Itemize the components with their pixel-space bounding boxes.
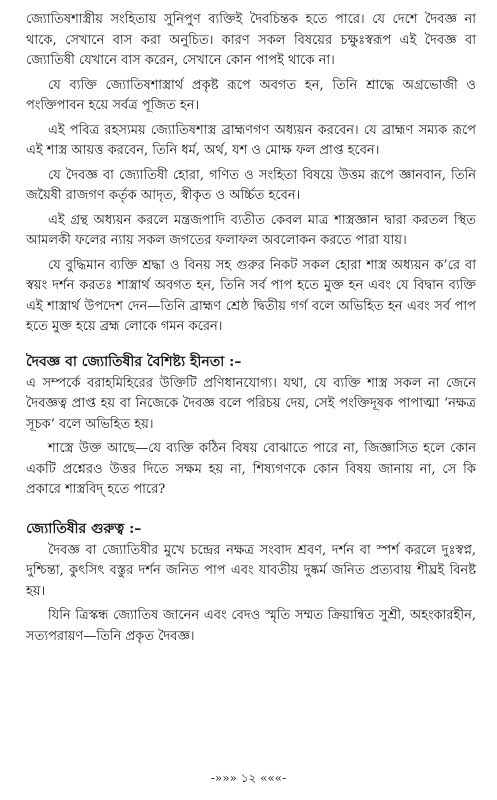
paragraph: দৈবজ্ঞ বা জ্যোতিষীর মুখে চন্দ্রের নক্ষত্র সংবাদ শ্রবণ, দর্শন বা স্পর্শ করলে দুঃস্বপ্ন, দুশ্চিন্তা, কুৎসিৎ বস্তুর দর্শন জনিত পাপ এবং যাবতীয় দুষ্কর্ম জনিত প্রত্যবায় শীঘ্রই বিনষ্ট হয়। xyxy=(26,542,476,599)
paragraph: এ সম্পর্কে বরাহমিহিরের উক্তিটি প্রণিধানযোগ্য। যথা, যে ব্যক্তি শাস্ত্র সকল না জেনে দৈবজ্ঞত্ব প্রাপ্ত হয় বা নিজেকে দৈবজ্ঞ বলে পরিচয় দেয়, সেই পংক্তিদূষক পাপাত্মা ‘নক্ষত্র সূচক’ বলে অভিহিত হয়। xyxy=(26,375,476,432)
paragraph: যে ব্যক্তি জ্যোতিষশাস্ত্রার্থ প্রকৃষ্ট রূপে অবগত হন, তিনি শ্রাদ্ধে অগ্রভোজী ও পংক্তিপাবন হয়ে সর্বত্র পূজিত হন। xyxy=(26,77,476,113)
paragraph: যে বুদ্ধিমান ব্যক্তি শ্রদ্ধা ও বিনয় সহ গুরুর নিকট সকল হোরা শাস্ত্র অধ্যয়ন ক’রে বা স্বয়ং দর্শন করতঃ শাস্ত্রার্থ অবগত হন, তিনি সর্ব পাপ হতে মুক্ত হন এবং যে বিদ্বান ব্যক্তি এই শাস্ত্রার্থ উপদেশ দেন—তিনি ব্রাহ্মণ শ্রেষ্ঠ দ্বিতীয় গর্গ বলে অভিহিত হন এবং সর্ব পাপ হতে মুক্ত হয়ে ব্রহ্ম লোকে গমন করেন। xyxy=(26,257,476,334)
section-heading: জ্যোতিষীর গুরুত্ব :– xyxy=(26,520,142,537)
paragraph: এই গ্রন্থ অধ্যয়ন করলে মন্ত্রজপাদি ব্যতীত কেবল মাত্র শাস্ত্রজ্ঞান দ্বারা করতল স্থিত আমলকী ফলের ন্যায় সকল জগতের ফলাফল অবলোকন করতে পারা যায়। xyxy=(26,212,476,248)
paragraph: যিনি ত্রিস্কন্ধ জ্যোতিষ জানেন এবং বেদও স্মৃতি সম্মত ক্রিয়ান্বিত সুশ্রী, অহংকারহীন, সত্যপরায়ণ—তিনি প্রকৃত দৈবজ্ঞ। xyxy=(26,608,476,644)
section-intro xyxy=(26,10,476,338)
page-content xyxy=(26,10,476,651)
paragraph: যে দৈবজ্ঞ বা জ্যোতিষী হোরা, গণিত ও সংহিতা বিষয়ে উত্তম রূপে জ্ঞানবান, তিনি জয়ৈষী রাজগণ কর্তৃক আদৃত, স্বীকৃত ও অর্চ্চিত হবেন। xyxy=(26,167,476,203)
section-importance xyxy=(26,541,476,648)
page-number: -»»» ১২ «««- xyxy=(210,771,287,785)
paragraph: শাস্ত্রে উক্ত আছে—যে ব্যক্তি কঠিন বিষয় বোঝাতে পারে না, জিজ্ঞাসিত হলে কোন একটি প্রশ্নেরও উত্তর দিতে সক্ষম হয় না, শিষ্যগণকে কোন বিষয় জানায় না, সে কি প্রকারে শাস্ত্রবিদ্‌ হতে পারে? xyxy=(26,441,476,497)
paragraph: জ্যোতিষশাস্ত্রীয় সংহিতায় সুনিপুণ ব্যক্তিই দৈবচিন্তক হতে পারে। যে দেশে দৈবজ্ঞ না থাকে, সেখানে বাস করা অনুচিত। কারণ সকল বিষয়ের চক্ষুঃস্বরূপ এই দৈবজ্ঞ বা জ্যোতিষী যেখানে বাস করেন, সেখানে কোন পাপই থাকে না। xyxy=(26,12,476,68)
section-shortcomings xyxy=(26,374,476,501)
paragraph: এই পবিত্র রহস্যময় জ্যোতিষশাস্ত্র ব্রাহ্মণগণ অধ্যয়ন করবেন। যে ব্রাহ্মণ সম্যক রূপে এই শাস্ত্র আয়ত্ত করবেন, তিনি ধর্ম, অর্থ, যশ ও মোক্ষ ফল প্রাপ্ত হবেন। xyxy=(26,122,476,158)
section-heading: দৈবজ্ঞ বা জ্যোতিষীর বৈশিষ্ট্য হীনতা :– xyxy=(26,353,242,370)
